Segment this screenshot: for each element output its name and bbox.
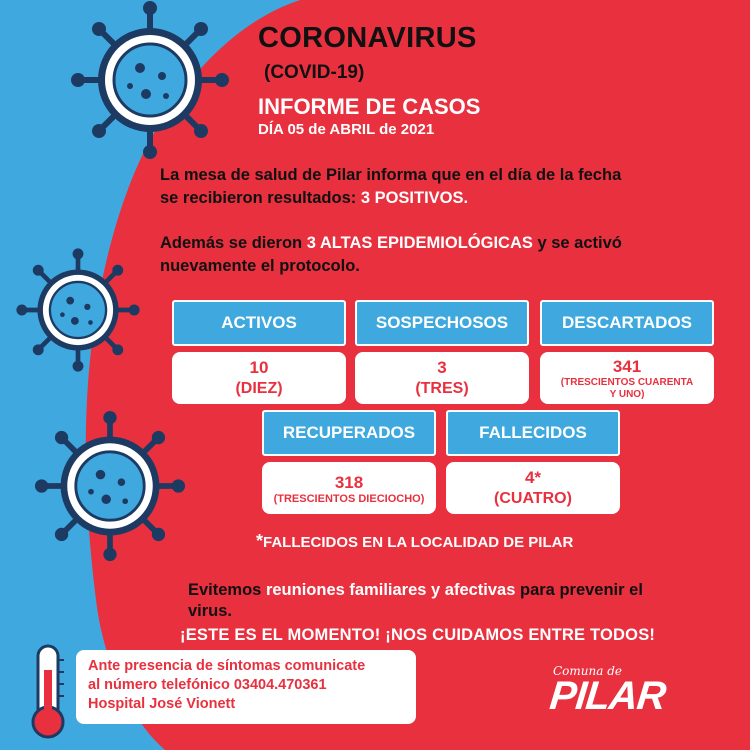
descartados-words-2: Y UNO) xyxy=(609,388,645,400)
activos-value: 10 xyxy=(249,358,269,377)
fallecidos-header: FALLECIDOS xyxy=(446,410,620,456)
descartados-value: 341 xyxy=(612,356,642,376)
logo-pilar-text: PILAR xyxy=(547,674,668,718)
intro-line-1: La mesa de salud de Pilar informa que en el día de la fecha xyxy=(160,166,622,184)
fallecidos-note: *FALLECIDOS EN LA LOCALIDAD DE PILAR xyxy=(256,531,574,551)
activos-header: ACTIVOS xyxy=(172,300,346,346)
contact-line-1: Ante presencia de síntomas comunicate xyxy=(88,658,366,674)
intro-line-3: Además se dieron 3 ALTAS EPIDEMIOLÓGICAS y se activó xyxy=(160,234,622,252)
page-subtitle: (COVID-19) xyxy=(264,62,365,83)
fallecidos-words: (CUATRO) xyxy=(494,490,572,507)
discharges-highlight: 3 ALTAS EPIDEMIOLÓGICAS xyxy=(306,234,533,252)
fallecidos-value-box xyxy=(446,462,620,514)
sospechosos-words: (TRES) xyxy=(415,380,469,397)
recuperados-value-box xyxy=(262,462,436,514)
logo-comuna-text: Comuna de xyxy=(553,664,622,678)
positives-highlight: 3 POSITIVOS. xyxy=(360,189,469,207)
activos-value-box xyxy=(172,352,346,404)
intro-line-2: se recibieron resultados: 3 POSITIVOS. xyxy=(160,189,469,207)
recuperados-value: 318 xyxy=(334,472,364,492)
contact-line-3: Hospital José Vionett xyxy=(88,696,236,712)
virus-icon xyxy=(71,1,229,159)
asterisk: * xyxy=(256,531,264,551)
descartados-value-box xyxy=(540,352,714,404)
intro-line-4: nuevamente el protocolo. xyxy=(160,257,360,275)
recuperados-words: (TRESCIENTOS DIECIOCHO) xyxy=(273,492,425,505)
reuniones-highlight: reuniones familiares y afectivas xyxy=(265,581,516,599)
report-title: INFORME DE CASOS xyxy=(258,94,481,119)
contact-box xyxy=(76,650,416,724)
sospechosos-value: 3 xyxy=(437,358,447,377)
intro-paragraph-2 xyxy=(160,232,740,278)
virus-icon xyxy=(35,411,185,561)
slogan: ¡ESTE ES EL MOMENTO! ¡NOS CUIDAMOS ENTRE TODOS! xyxy=(180,626,656,644)
descartados-words-1: (TRESCIENTOS CUARENTA xyxy=(560,376,694,388)
prevention-message: Evitemos reuniones familiares y afectivas para prevenir el virus. xyxy=(188,581,643,620)
activos-words: (DIEZ) xyxy=(235,380,283,397)
recuperados-header: RECUPERADOS xyxy=(262,410,436,456)
fallecidos-value: 4* xyxy=(524,468,542,487)
page-title: CORONAVIRUS xyxy=(258,22,477,54)
contact-line-2: al número telefónico 03404.470361 xyxy=(88,677,327,693)
sospechosos-header: SOSPECHOSOS xyxy=(355,300,529,346)
intro-paragraph-1 xyxy=(160,164,740,210)
sospechosos-value-box xyxy=(355,352,529,404)
virus-icon xyxy=(16,248,139,371)
descartados-header: DESCARTADOS xyxy=(540,300,714,346)
report-date: DÍA 05 de ABRIL de 2021 xyxy=(258,121,435,138)
thermometer-icon xyxy=(33,646,64,737)
